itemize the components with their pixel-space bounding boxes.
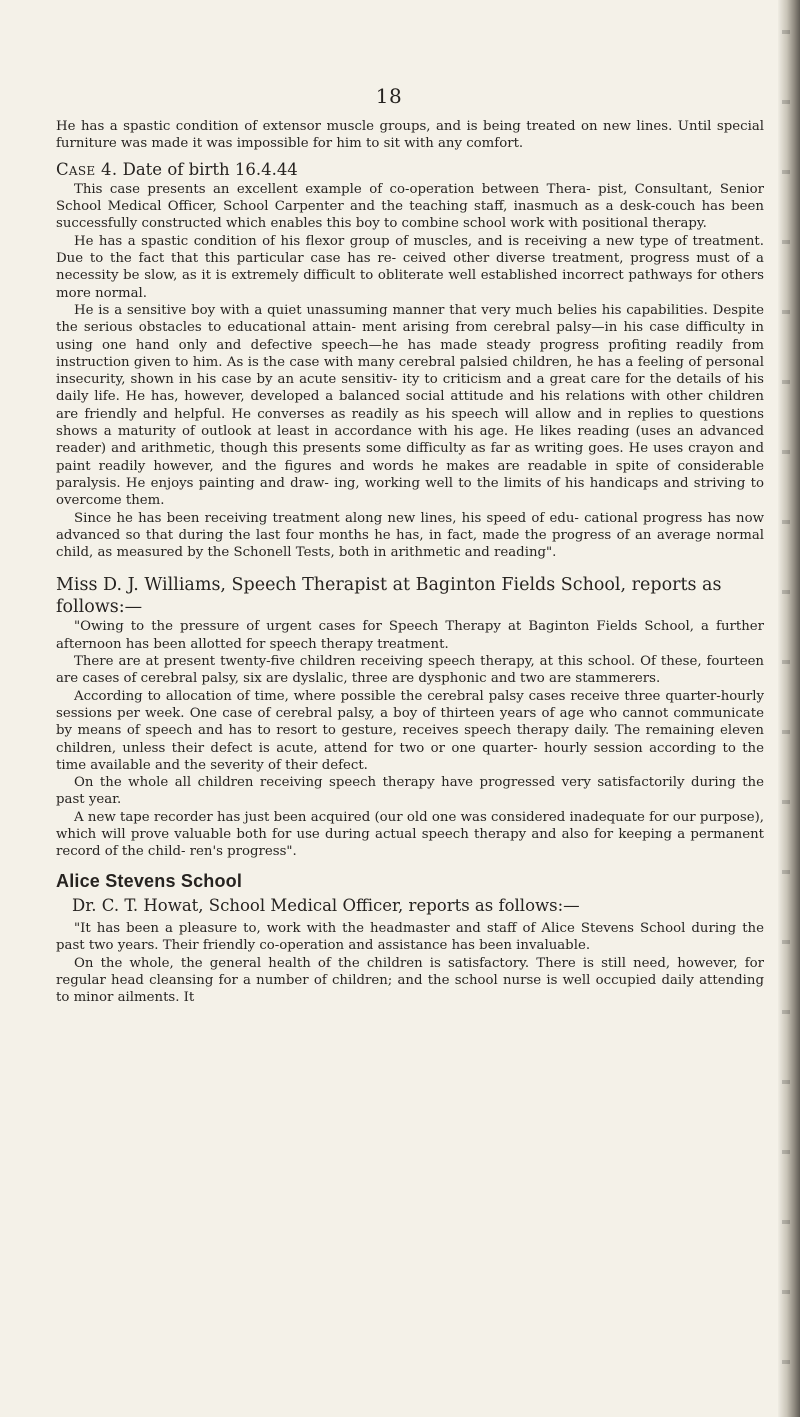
case-date-of-birth: Date of birth 16.4.44 [122,159,298,179]
page-number: 18 [375,84,403,108]
case-paragraph: He has a spastic condition of his flexor group of muscles, and is receiving a new type of treatment. Due to the fact that this particular case has re- ceived other diverse treatment, progress must of a necessity be slow, as it is extremely difficult to obliterate well established incorrect pathways for others more normal. [56,233,764,301]
page-content [56,118,764,1007]
case-paragraph: This case presents an excellent example of co-operation between Thera- pist, Consultant, Senior School Medical Officer, School Carpenter and the teaching staff, inasmuch as a desk-couch has been successfully constructed which enables this boy to combine school work with positional therapy. [56,181,764,232]
medical-report-paragraph: "It has been a pleasure to, work with the headmaster and staff of Alice Stevens School during the past two years. Their friendly co-operation and assistance has been invaluable. [56,921,764,954]
medical-officer-heading: Dr. C. T. Howat, School Medical Officer, reports as follows:— [72,895,580,915]
section-title: Alice Stevens School [56,870,243,891]
case-paragraph: Since he has been receiving treatment along new lines, his speed of edu- cational progress has now advanced so that during the last four months he has, in fact, made the progress of an average normal child, as measured by the Schonell Tests, both in arithmetic and reading". [56,510,764,561]
intro-paragraph: He has a spastic condition of extensor muscle groups, and is being treated on new lines. Until special furniture was made it was impossible for him to sit with any comfort. [56,119,764,152]
speech-report-paragraph: A new tape recorder has just been acquired (our old one was considered inadequate for our purpose), which will prove valuable both for use during actual speech therapy and also for keeping a permanent record of the child- ren's progress". [56,809,764,860]
speech-therapist-heading: Miss D. J. Williams, Speech Therapist at Baginton Fields School, reports as follows:— [56,575,722,618]
speech-report-paragraph: "Owing to the pressure of urgent cases for Speech Therapy at Baginton Fields School, a further afternoon has been allotted for speech therapy treatment. [56,619,764,652]
speech-report-paragraph: There are at present twenty-five children receiving speech therapy, at this school. Of these, fourteen are cases of cerebral palsy, six are dyslalic, three are dysphonic and two are stammerers. [56,654,764,687]
speech-report-paragraph: According to allocation of time, where possible the cerebral palsy cases receive three quarter-hourly sessions per week. One case of cerebral palsy, a boy of thirteen years of age who cannot communicate by means of speech and has to resort to gesture, receives speech therapy daily. The remaining eleven children, unless their defect is acute, attend for two or one quarter- hourly session according to the time available and the severity of their defect. [56,688,764,773]
page-binding-edge [778,0,800,1417]
case-paragraph: He is a sensitive boy with a quiet unassuming manner that very much belies his capabilities. Despite the serious obstacles to educational attain- ment arising from cerebral palsy—in his case difficulty in using one hand only and defective speech—he has made steady progress profiting readily from instruction given to him. As is the case with many cerebral palsied children, he has a feeling of personal insecurity, shown in his case by an acute sensitiv- ity to criticism and a great care for the details of his daily life. He has, however, developed a balanced social attitude and his relations with other children are friendly and helpful. He converses as readily as his speech will allow and in replies to questions shows a maturity of outlook at least in accordance with his age. He likes reading (uses an advanced reader) and arithmetic, though this presents some difficulty as far as writing goes. He uses crayon and paint readily however, and the figures and words he makes are readable in spite of considerable paralysis. He enjoys painting and draw- ing, working well to the limits of his handicaps and striving to overcome them. [56,302,764,509]
case-label: Case 4. [56,159,118,179]
speech-report-paragraph: On the whole all children receiving speech therapy have progressed very satisfactorily during the past year. [56,775,764,808]
case-heading [56,161,764,178]
medical-report-paragraph: On the whole, the general health of the children is satisfactory. There is still need, however, for regular head cleansing for a number of children; and the school nurse is well occupied daily attending to minor ailments. It [56,955,764,1006]
